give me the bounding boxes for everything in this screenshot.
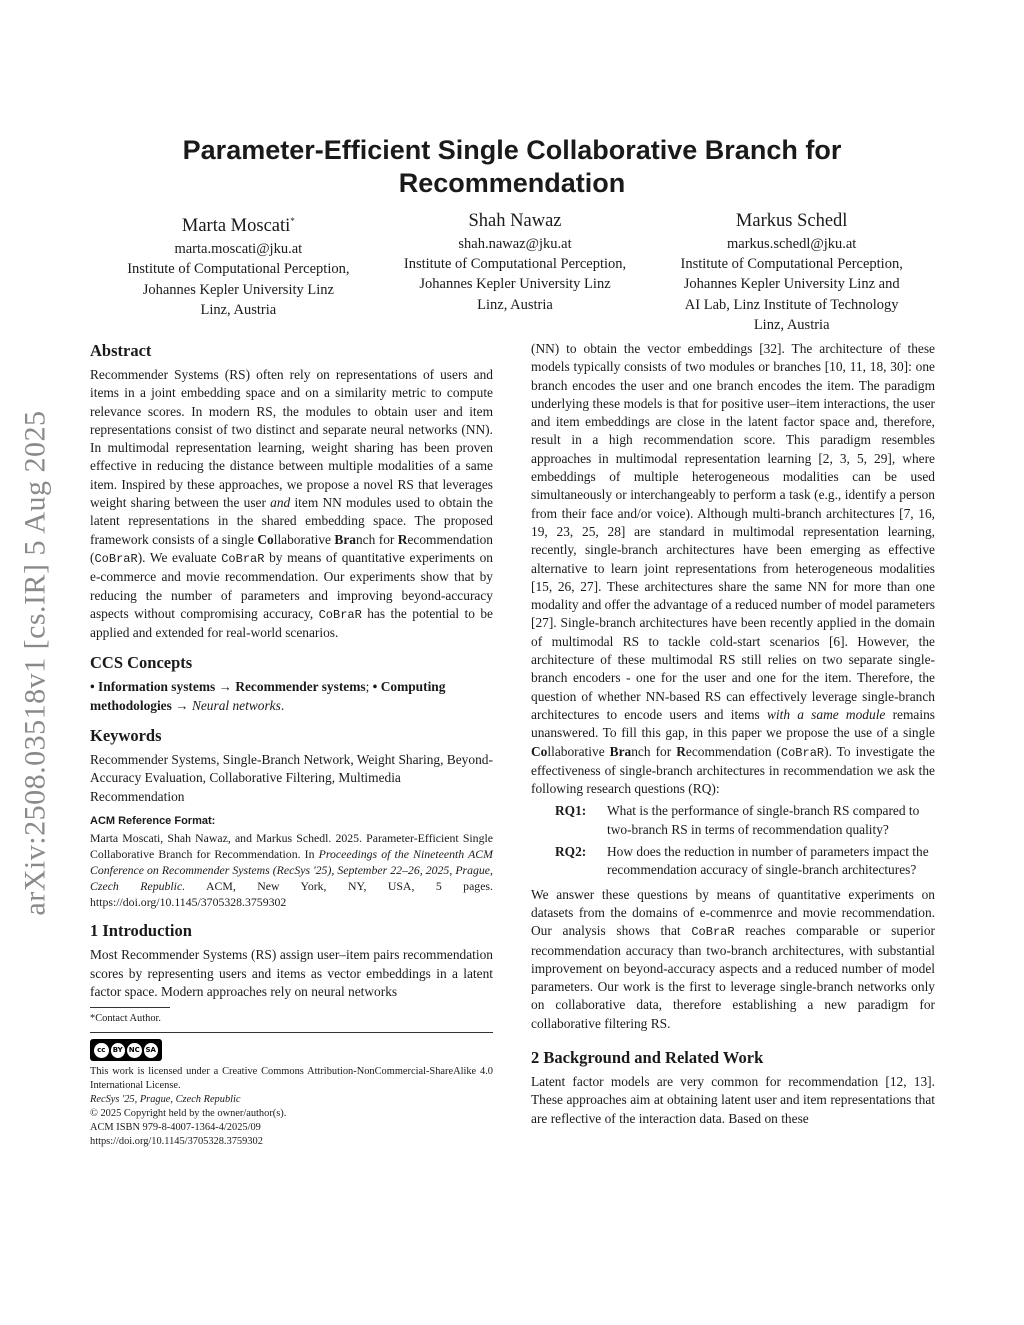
author-location: Linz, Austria <box>753 316 830 333</box>
keywords-heading: Keywords <box>90 726 162 746</box>
ccs-text: • Information systems → Recommender systems; • Computing methodologies → Neural networks. <box>90 679 446 713</box>
author-affiliation: Institute of Computational Perception, <box>403 256 627 273</box>
license-text: This work is licensed under a Creative Commons Attribution-NonCommercial-ShareAlike 4.0 International License. <box>90 1066 493 1092</box>
research-question-1 <box>555 802 935 839</box>
rq1-text: What is the performance of single-branch RS compared to two-branch RS in terms of recommendation quality? <box>607 803 920 837</box>
rq1-label: RQ1: <box>555 803 587 819</box>
keywords-text: Recommender Systems, Single-Branch Network, Weight Sharing, Beyond-Accuracy Evaluation, Collaborative Filtering, Multimedia Recommendation <box>90 752 493 804</box>
author-email[interactable]: marta.moscati@jku.at <box>174 241 303 258</box>
paper-title: Parameter-Efficient Single Collaborative Branch for Recommendation <box>182 135 842 198</box>
introduction-heading: 1 Introduction <box>90 921 192 941</box>
author-email[interactable]: shah.nawaz@jku.at <box>458 236 572 252</box>
arxiv-id: arXiv:2508.03518v1 [cs.IR] 5 Aug 2025 <box>19 410 52 916</box>
acm-reference-heading: ACM Reference Format: <box>90 814 216 827</box>
abstract-text: Recommender Systems (RS) often rely on representations of users and items in a joint embedding space and on a similarity metric to compute relevance scores. In modern RS, the modules to obtain user and item representations consist of two distinct and separate neural networks (NN). In multimodal representation learning, weight sharing has been proven effective in reducing the distance between multiple modalities of a same item. Inspired by these approaches, we propose a novel RS that leverages weight sharing between the user and item NN modules used to obtain the latent representations in the shared embedding space. The proposed framework consists of a single Collaborative Branch for Recommendation (CoBraR). We evaluate CoBraR by means of quantitative experiments on e-commerce and movie recommendation. Our experiments show that by reducing the number of parameters and improving beyond-accuracy aspects without compromising accuracy, CoBraR has the potential to be applied and extended for real-world scenarios. <box>90 367 493 641</box>
footnote: *Contact Author. <box>90 1013 161 1025</box>
arxiv-sidebar <box>6 380 66 946</box>
author-location: Linz, Austria <box>477 296 553 313</box>
license-rule <box>90 1032 493 1033</box>
author-affiliation: Johannes Kepler University Linz <box>142 281 334 298</box>
author-affiliation: Institute of Computational Perception, <box>127 261 350 278</box>
author-2 <box>377 208 654 335</box>
introduction-continued: (NN) to obtain the vector embeddings [32]. The architecture of these models typically consists of two modules or branches [10, 11, 18, 30]: one branch encodes the user and one branch encodes the item. The paradigm underlying these models is that for positive user–item interactions, the user and item embeddings are close in the latent factor space and, therefore, result in a high recommendation score. This paradigm resembles approaches in multimodal representation learning [2, 3, 5, 29], where embeddings of multiple heterogeneous modalities can be used simultaneously or interchangeably to perform a task (e.g., identify a person from their face and/or voice). Although multi-branch architectures [7, 16, 19, 23, 25, 28] are standard in multimodal representation learning, recently, single-branch architectures have been emerging as effective alternative to learn joint representations from heterogeneous modalities [15, 26, 27]. These architectures share the same NN for more than one modality and offer the advantage of a reduced number of model parameters [27]. Single-branch architectures have been recently applied in the domain of multimodal RS to tackle cold-start scenarios [6]. However, the architecture of these multimodal RS still relies on two separate single-branch encoders - one for the user and one for the item. Therefore, the question of whether NN-based RS can effectively leverage single-branch architectures to encode users and items with a same module remains unanswered. To fill this gap, in this paper we propose the use of a single Collaborative Branch for Recommendation (CoBraR). To investigate the effectiveness of single-branch architectures in recommendation we ask the following research questions (RQ): <box>531 341 935 797</box>
introduction-text: Most Recommender Systems (RS) assign user–item pairs recommendation scores by representing users and items as vector embeddings in a latent factor space. Modern approaches rely on neural networks <box>90 947 493 999</box>
rq2-label: RQ2: <box>555 844 587 860</box>
abstract-heading: Abstract <box>90 341 152 360</box>
author-location: Linz, Austria <box>200 301 277 318</box>
author-affiliation: Johannes Kepler University Linz <box>419 276 611 293</box>
background-text: Latent factor models are very common for recommendation [12, 13]. These approaches aim at obtaining latent user and item representations that are reflective of the interaction data. Based on these <box>531 1073 935 1126</box>
author-1 <box>100 208 377 335</box>
sa-icon: SA <box>144 1043 159 1058</box>
author-email[interactable]: markus.schedl@jku.at <box>727 236 857 252</box>
by-icon: BY <box>111 1043 126 1058</box>
findings-paragraph: We answer these questions by means of quantitative experiments on datasets from the domains of e-commenrce and movie recommendation. Our analysis shows that CoBraR reaches comparable or superior recommendation accuracy than two-branch architectures, with substantial improvement on beyond-accuracy aspects and a reduced number of model parameters. Our work is the first to leverage single-branch networks only on collaborative data, therefore establishing a new paradigm for collaborative filtering RS. <box>531 886 935 1031</box>
author-name: Markus Schedl <box>735 211 848 231</box>
author-affiliation: Johannes Kepler University Linz and <box>683 276 900 293</box>
footnote-rule <box>90 1007 170 1008</box>
ccs-heading: CCS Concepts <box>90 653 193 673</box>
copyright-line: © 2025 Copyright held by the owner/author(s). <box>90 1108 287 1120</box>
author-name: Shah Nawaz <box>468 211 562 231</box>
background-heading: 2 Background and Related Work <box>531 1047 764 1067</box>
author-name: Marta Moscati <box>181 216 291 237</box>
cc-license-badge[interactable] <box>90 1039 162 1061</box>
conference-line: RecSys '25, Prague, Czech Republic <box>90 1094 241 1106</box>
cc-icon: cc <box>94 1043 109 1058</box>
doi-link[interactable]: https://doi.org/10.1145/3705328.3759302 <box>90 1136 263 1148</box>
rq2-text: How does the reduction in number of parameters impact the recommendation accuracy of single-branch architectures? <box>607 844 929 878</box>
isbn-line: ACM ISBN 979-8-4007-1364-4/2025/09 <box>90 1122 261 1134</box>
author-affiliation: Institute of Computational Perception, <box>680 256 903 273</box>
research-question-2 <box>555 843 935 880</box>
nc-icon: NC <box>127 1043 142 1058</box>
acm-reference-text: Marta Moscati, Shah Nawaz, and Markus Schedl. 2025. Parameter-Efficient Single Collaborative Branch for Recommendation. In Proceedings of the Nineteenth ACM Conference on Recommender Systems (RecSys '25), September 22–26, 2025, Prague, Czech Republic. ACM, New York, NY, USA, 5 pages. https://doi.org/10.1145/3705328.3759302 <box>90 831 493 910</box>
right-column <box>531 340 935 1128</box>
author-block <box>100 208 930 335</box>
left-column <box>90 340 493 1149</box>
contact-mark: * <box>290 216 295 226</box>
author-affiliation: AI Lab, Linz Institute of Technology <box>684 296 899 313</box>
author-3 <box>653 208 930 335</box>
